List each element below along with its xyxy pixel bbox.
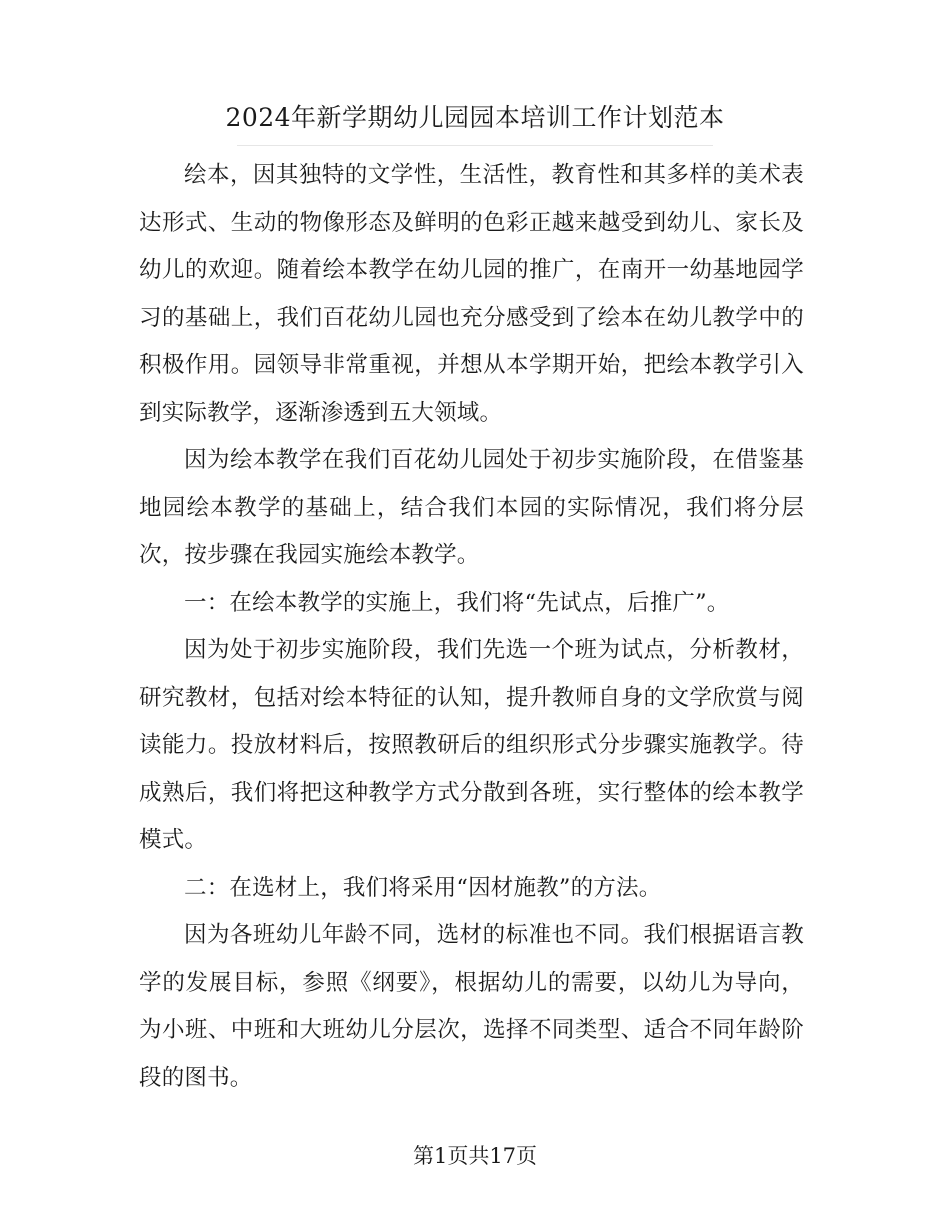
document-body: [139, 152, 804, 1102]
paragraph-point-two-heading: 二：在选材上，我们将采用“因材施教”的方法。: [184, 874, 662, 901]
title-divider: [237, 145, 713, 146]
paragraph-intro: 绘本，因其独特的文学性，生活性，教育性和其多样的美术表达形式、生动的物像形态及鲜明的色彩正越来越受到幼儿、家长及幼儿的欢迎。随着绘本教学在幼儿园的推广，在南开一幼基地园学习的基础上，我们百花幼儿园也充分感受到了绘本在幼儿教学中的积极作用。园领导非常重视，并想从本学期开始，把绘本教学引入到实际教学，逐渐渗透到五大领域。: [139, 162, 804, 426]
paragraph-material-selection: 因为各班幼儿年龄不同，选材的标准也不同。我们根据语言教学的发展目标，参照《纲要》，根据幼儿的需要，以幼儿为导向，为小班、中班和大班幼儿分层次，选择不同类型、适合不同年龄阶段的图书。: [139, 922, 804, 1091]
document-title: 2024年新学期幼儿园园本培训工作计划范本: [225, 103, 725, 132]
page-number-footer: 第1页共17页: [412, 1144, 538, 1168]
paragraph-implementation-stage: 因为绘本教学在我们百花幼儿园处于初步实施阶段，在借鉴基地园绘本教学的基础上，结合我们本园的实际情况，我们将分层次，按步骤在我园实施绘本教学。: [139, 447, 804, 568]
paragraph-point-one-heading: 一：在绘本教学的实施上，我们将“先试点，后推广”。: [184, 589, 730, 616]
paragraph-pilot-class: 因为处于初步实施阶段，我们先选一个班为试点，分析教材，研究教材，包括对绘本特征的认知，提升教师自身的文学欣赏与阅读能力。投放材料后，按照教研后的组织形式分步骤实施教学。待成熟后，我们将把这种教学方式分散到各班，实行整体的绘本教学模式。: [139, 637, 804, 853]
